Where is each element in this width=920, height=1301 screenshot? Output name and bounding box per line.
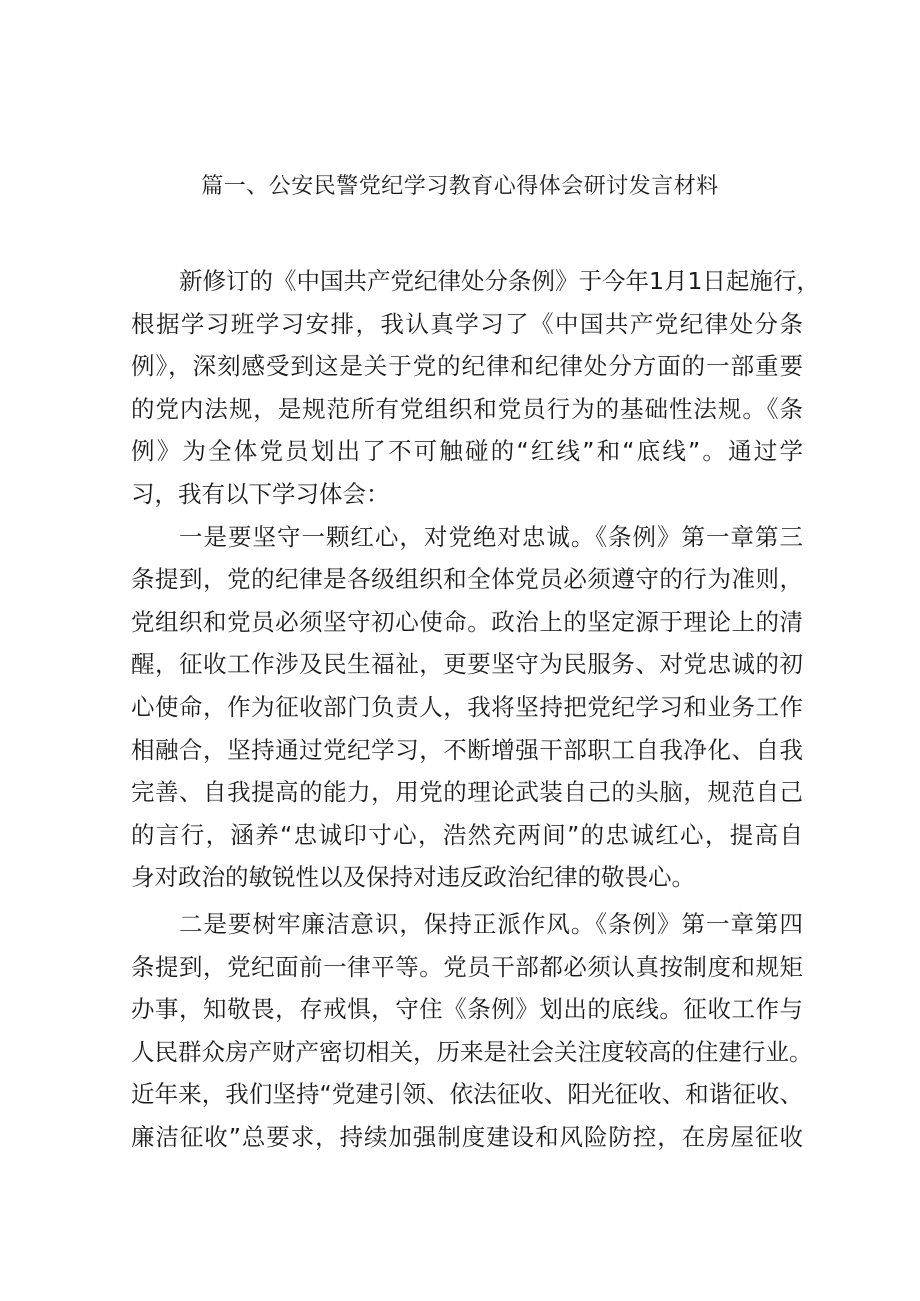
text-line: 根据学习班学习安排，我认真学习了《中国共产党纪律处分条: [131, 309, 803, 338]
text-line: 廉洁征收”总要求，持续加强制度建设和风险防控，在房屋征收: [131, 1122, 803, 1151]
text-line: 习，我有以下学习体会：: [131, 479, 390, 508]
text-line: 一是要坚守一颗红心，对党绝对忠诚。《条例》第一章第三: [179, 522, 803, 551]
text-line: 醒，征收工作涉及民生福祉，更要坚守为民服务、对党忠诚的初: [131, 650, 803, 679]
text-line: 例》，深刻感受到这是关于党的纪律和纪律处分方面的一部重要: [131, 352, 803, 381]
text-line: 身对政治的敏锐性以及保持对违反政治纪律的敬畏心。: [131, 863, 695, 892]
text-line: 完善、自我提高的能力，用党的理论武装自己的头脑，规范自己: [131, 778, 803, 807]
document-title: 篇一、公安民警党纪学习教育心得体会研讨发言材料: [201, 174, 719, 199]
text-line: 的党内法规，是规范所有党组织和党员行为的基础性法规。《条: [131, 394, 803, 423]
text-line: 新修订的《中国共产党纪律处分条例》于今年1月1日起施行，: [179, 267, 820, 295]
text-line: 心使命，作为征收部门负责人，我将坚持把党纪学习和业务工作: [131, 692, 803, 721]
paragraph: [131, 260, 820, 516]
text-line: 办事，知敬畏，存戒惧，守住《条例》划出的底线。征收工作与: [131, 995, 803, 1024]
text-line: 党组织和党员必须坚守初心使命。政治上的坚定源于理论上的清: [131, 607, 803, 636]
text-line: 近年来，我们坚持“党建引领、依法征收、阳光征收、和谐征收、: [131, 1080, 803, 1109]
paragraph: [131, 903, 813, 1159]
text-line: 条提到，党的纪律是各级组织和全体党员必须遵守的行为准则，: [131, 565, 803, 594]
paragraph: [131, 516, 803, 899]
text-line: 的言行，涵养“忠诚印寸心，浩然充两间”的忠诚红心，提高自: [131, 820, 803, 849]
text-line: 例》为全体党员划出了不可触碰的“红线”和“底线”。通过学: [131, 437, 803, 466]
text-line: 条提到，党纪面前一律平等。党员干部都必须认真按制度和规矩: [131, 952, 803, 981]
text-line: 人民群众房产财产密切相关，历来是社会关注度较高的住建行业。: [131, 1037, 813, 1066]
document-body: [131, 260, 820, 1158]
text-line: 相融合，坚持通过党纪学习，不断增强干部职工自我净化、自我: [131, 735, 803, 764]
text-line: 二是要树牢廉洁意识，保持正派作风。《条例》第一章第四: [179, 909, 803, 938]
